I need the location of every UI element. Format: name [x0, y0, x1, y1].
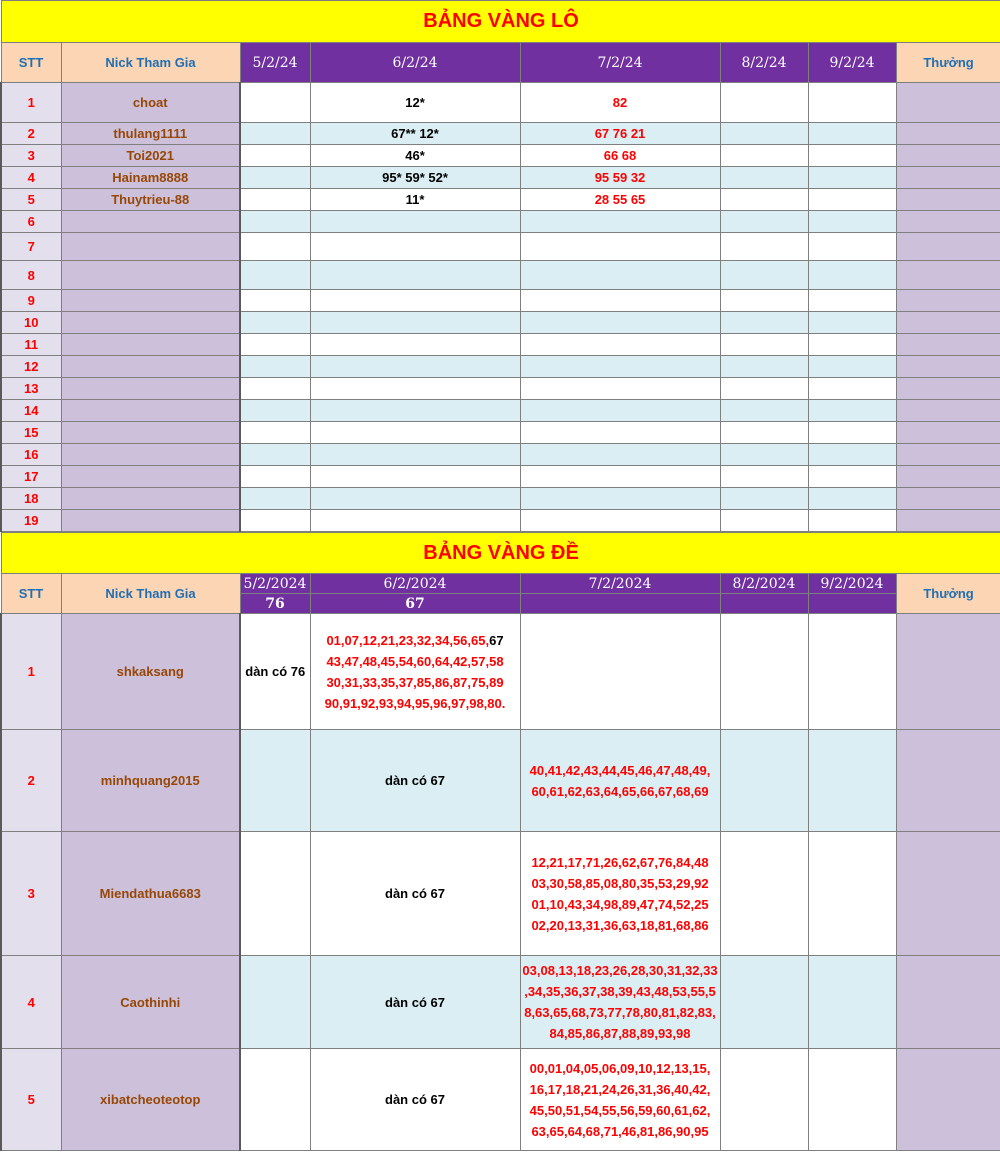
nick-cell: [61, 466, 240, 488]
stt-cell: 6: [1, 211, 61, 233]
day-cell: [720, 233, 808, 261]
day-cell: [240, 356, 310, 378]
day-cell: [720, 356, 808, 378]
de-row: [1, 614, 1000, 730]
lo-row: [1, 378, 1000, 400]
numbers-text: 01,07,12,21,23,32,34,56,65,: [326, 632, 490, 648]
day-cell: [310, 334, 520, 356]
day-cell: [808, 400, 896, 422]
de-header-date: 6/2/2024: [310, 574, 520, 594]
de-row: [1, 956, 1000, 1049]
day-cell: [720, 123, 808, 145]
day-cell: [720, 312, 808, 334]
day-cell: [720, 488, 808, 510]
day-cell: [520, 400, 720, 422]
reward-cell: [896, 261, 1000, 290]
numbers-cell: 03,08,13,18,23,26,28,30,31,32,33 ,34,35,36,37,38,39,43,48,53,55,5 8,63,65,68,73,77,78,80,81,82,83, 84,85,86,87,88,89,93,98: [520, 956, 720, 1049]
lo-header-date: 9/2/24: [808, 43, 896, 83]
day-cell: [310, 312, 520, 334]
stt-cell: 17: [1, 466, 61, 488]
stt-cell: 10: [1, 312, 61, 334]
stt-cell: 5: [1, 1049, 61, 1151]
stt-cell: 2: [1, 730, 61, 832]
stt-cell: 12: [1, 356, 61, 378]
nick-cell: [61, 488, 240, 510]
de-row: [1, 832, 1000, 956]
day-cell: [310, 444, 520, 466]
day-cell: 46*: [310, 145, 520, 167]
nick-cell: [61, 334, 240, 356]
stt-cell: 1: [1, 83, 61, 123]
day-cell: [520, 510, 720, 532]
reward-cell: [896, 956, 1000, 1049]
day-cell: [808, 312, 896, 334]
day-cell: dàn có 67: [310, 832, 520, 956]
day-cell: [808, 488, 896, 510]
nick-cell: [61, 510, 240, 532]
day-cell: [310, 510, 520, 532]
numbers-cell: 12,21,17,71,26,62,67,76,84,48 03,30,58,85,08,80,35,53,29,92 01,10,43,34,98,89,47,74,52,25 02,20,13,31,36,63,18,81,68,86: [520, 832, 720, 956]
de-result: 76: [240, 594, 310, 614]
lo-row: [1, 312, 1000, 334]
day-cell: [310, 466, 520, 488]
numbers-cell: [520, 614, 720, 730]
lo-row: [1, 167, 1000, 189]
day-cell: [240, 510, 310, 532]
day-cell: [310, 422, 520, 444]
de-header-stt: STT: [1, 574, 61, 614]
stt-cell: 19: [1, 510, 61, 532]
day-cell: [808, 422, 896, 444]
de-table: [0, 532, 1000, 1151]
day-cell: [240, 956, 310, 1049]
nick-cell: choat: [61, 83, 240, 123]
reward-cell: [896, 334, 1000, 356]
de-header-date: 7/2/2024: [520, 574, 720, 594]
nick-cell: Thuytrieu-88: [61, 189, 240, 211]
stt-cell: 4: [1, 167, 61, 189]
day-cell: [808, 290, 896, 312]
day-cell: [240, 167, 310, 189]
nick-cell: [61, 290, 240, 312]
reward-cell: [896, 614, 1000, 730]
day-cell: [520, 233, 720, 261]
lo-row: [1, 211, 1000, 233]
day-cell: [240, 466, 310, 488]
reward-cell: [896, 378, 1000, 400]
day-cell: [520, 422, 720, 444]
day-cell: [720, 83, 808, 123]
numbers-text: 67: [489, 632, 504, 648]
day-cell: [808, 123, 896, 145]
day-cell: [240, 211, 310, 233]
day-cell: 67 76 21: [520, 123, 720, 145]
day-cell: [720, 400, 808, 422]
day-cell: 95 59 32: [520, 167, 720, 189]
lo-row: [1, 261, 1000, 290]
lo-row: [1, 466, 1000, 488]
nick-cell: [61, 422, 240, 444]
stt-cell: 18: [1, 488, 61, 510]
reward-cell: [896, 83, 1000, 123]
lo-row: [1, 510, 1000, 532]
day-cell: [720, 334, 808, 356]
day-cell: [240, 261, 310, 290]
de-header-date: 5/2/2024: [240, 574, 310, 594]
reward-cell: [896, 123, 1000, 145]
lo-header-date: 6/2/24: [310, 43, 520, 83]
lo-row: [1, 444, 1000, 466]
day-cell: [720, 422, 808, 444]
day-cell: [808, 832, 896, 956]
lo-title: BẢNG VÀNG LÔ: [1, 1, 1000, 43]
day-cell: 67** 12*: [310, 123, 520, 145]
day-cell: [808, 261, 896, 290]
de-title: BẢNG VÀNG ĐỀ: [1, 533, 1000, 574]
lo-header-stt: STT: [1, 43, 61, 83]
stt-cell: 9: [1, 290, 61, 312]
day-cell: [520, 290, 720, 312]
day-cell: 82: [520, 83, 720, 123]
day-cell: dàn có 76: [240, 614, 310, 730]
day-cell: [240, 334, 310, 356]
stt-cell: 8: [1, 261, 61, 290]
day-cell: [720, 211, 808, 233]
day-cell: [240, 422, 310, 444]
day-cell: 12*: [310, 83, 520, 123]
day-cell: 28 55 65: [520, 189, 720, 211]
nick-cell: [61, 356, 240, 378]
de-header-nick: Nick Tham Gia: [61, 574, 240, 614]
de-header-reward: Thưởng: [896, 574, 1000, 614]
stt-cell: 11: [1, 334, 61, 356]
day-cell: [808, 510, 896, 532]
reward-cell: [896, 290, 1000, 312]
de-header-date: 9/2/2024: [808, 574, 896, 594]
numbers-cell: 40,41,42,43,44,45,46,47,48,49, 60,61,62,63,64,65,66,67,68,69: [520, 730, 720, 832]
day-cell: [808, 334, 896, 356]
day-cell: dàn có 67: [310, 1049, 520, 1151]
reward-cell: [896, 444, 1000, 466]
day-cell: [720, 614, 808, 730]
day-cell: [808, 466, 896, 488]
stt-cell: 3: [1, 832, 61, 956]
day-cell: [808, 444, 896, 466]
lo-row: [1, 488, 1000, 510]
day-cell: [240, 400, 310, 422]
day-cell: [720, 189, 808, 211]
nick-cell: [61, 233, 240, 261]
day-cell: [520, 334, 720, 356]
day-cell: 66 68: [520, 145, 720, 167]
nick-cell: Toi2021: [61, 145, 240, 167]
day-cell: [808, 211, 896, 233]
lo-row: [1, 290, 1000, 312]
lo-header-date: 5/2/24: [240, 43, 310, 83]
de-row: [1, 1049, 1000, 1151]
day-cell: [720, 145, 808, 167]
day-cell: [808, 83, 896, 123]
reward-cell: [896, 211, 1000, 233]
reward-cell: [896, 466, 1000, 488]
day-cell: [808, 145, 896, 167]
day-cell: [240, 83, 310, 123]
nick-cell: [61, 261, 240, 290]
numbers-text: 43,47,48,45,54,60,64,42,57,58 30,31,33,35,37,85,86,87,75,89 90,91,92,93,94,95,96,97,98,80.: [324, 653, 506, 711]
day-cell: [720, 444, 808, 466]
day-cell: [720, 290, 808, 312]
nick-cell: shkaksang: [61, 614, 240, 730]
stt-cell: 2: [1, 123, 61, 145]
day-cell: [720, 730, 808, 832]
nick-cell: [61, 312, 240, 334]
day-cell: [310, 400, 520, 422]
day-cell: [720, 167, 808, 189]
day-cell: [240, 1049, 310, 1151]
lo-header-date: 8/2/24: [720, 43, 808, 83]
numbers-cell: [310, 614, 520, 730]
day-cell: [808, 956, 896, 1049]
nick-cell: [61, 444, 240, 466]
day-cell: [520, 356, 720, 378]
day-cell: [240, 145, 310, 167]
day-cell: [310, 233, 520, 261]
day-cell: [520, 261, 720, 290]
nick-cell: Caothinhi: [61, 956, 240, 1049]
lo-table: [0, 0, 1000, 532]
de-header-date: 8/2/2024: [720, 574, 808, 594]
reward-cell: [896, 510, 1000, 532]
lo-header-reward: Thưởng: [896, 43, 1000, 83]
lo-row: [1, 123, 1000, 145]
reward-cell: [896, 312, 1000, 334]
day-cell: [720, 832, 808, 956]
de-result: 67: [310, 594, 520, 614]
day-cell: [240, 378, 310, 400]
lo-row: [1, 400, 1000, 422]
day-cell: [310, 261, 520, 290]
day-cell: [720, 510, 808, 532]
lo-row: [1, 83, 1000, 123]
stt-cell: 16: [1, 444, 61, 466]
de-row: [1, 730, 1000, 832]
day-cell: [808, 1049, 896, 1151]
day-cell: dàn có 67: [310, 956, 520, 1049]
day-cell: [808, 614, 896, 730]
nick-cell: minhquang2015: [61, 730, 240, 832]
nick-cell: xibatcheoteotop: [61, 1049, 240, 1151]
reward-cell: [896, 233, 1000, 261]
day-cell: [240, 832, 310, 956]
day-cell: [310, 378, 520, 400]
reward-cell: [896, 832, 1000, 956]
day-cell: [310, 488, 520, 510]
reward-cell: [896, 356, 1000, 378]
stt-cell: 4: [1, 956, 61, 1049]
lo-row: [1, 189, 1000, 211]
day-cell: [808, 189, 896, 211]
reward-cell: [896, 422, 1000, 444]
de-result: [520, 594, 720, 614]
stt-cell: 3: [1, 145, 61, 167]
day-cell: [520, 378, 720, 400]
reward-cell: [896, 189, 1000, 211]
day-cell: dàn có 67: [310, 730, 520, 832]
day-cell: [520, 211, 720, 233]
day-cell: [720, 378, 808, 400]
day-cell: [240, 233, 310, 261]
day-cell: [520, 488, 720, 510]
nick-cell: [61, 378, 240, 400]
reward-cell: [896, 730, 1000, 832]
reward-cell: [896, 145, 1000, 167]
day-cell: [520, 312, 720, 334]
numbers-cell: 00,01,04,05,06,09,10,12,13,15, 16,17,18,21,24,26,31,36,40,42, 45,50,51,54,55,56,59,60,61,62, 63,65,64,68,71,46,81,86,90,95: [520, 1049, 720, 1151]
lo-row: [1, 233, 1000, 261]
day-cell: 11*: [310, 189, 520, 211]
day-cell: [240, 730, 310, 832]
reward-cell: [896, 400, 1000, 422]
lo-row: [1, 422, 1000, 444]
lo-header-date: 7/2/24: [520, 43, 720, 83]
day-cell: [808, 730, 896, 832]
day-cell: [240, 312, 310, 334]
de-result: [808, 594, 896, 614]
stt-cell: 7: [1, 233, 61, 261]
day-cell: [720, 466, 808, 488]
nick-cell: thulang1111: [61, 123, 240, 145]
nick-cell: [61, 211, 240, 233]
day-cell: [520, 466, 720, 488]
day-cell: [808, 356, 896, 378]
stt-cell: 5: [1, 189, 61, 211]
day-cell: [310, 211, 520, 233]
stt-cell: 15: [1, 422, 61, 444]
reward-cell: [896, 488, 1000, 510]
day-cell: [520, 444, 720, 466]
day-cell: [240, 123, 310, 145]
day-cell: [310, 356, 520, 378]
reward-cell: [896, 1049, 1000, 1151]
lo-row: [1, 356, 1000, 378]
stt-cell: 13: [1, 378, 61, 400]
nick-cell: [61, 400, 240, 422]
stt-cell: 1: [1, 614, 61, 730]
day-cell: [240, 488, 310, 510]
lo-header-nick: Nick Tham Gia: [61, 43, 240, 83]
day-cell: [310, 290, 520, 312]
stt-cell: 14: [1, 400, 61, 422]
day-cell: [808, 378, 896, 400]
day-cell: [720, 1049, 808, 1151]
day-cell: [808, 233, 896, 261]
lo-row: [1, 145, 1000, 167]
lo-row: [1, 334, 1000, 356]
nick-cell: Hainam8888: [61, 167, 240, 189]
day-cell: 95* 59* 52*: [310, 167, 520, 189]
day-cell: [240, 290, 310, 312]
day-cell: [808, 167, 896, 189]
de-result: [720, 594, 808, 614]
day-cell: [240, 444, 310, 466]
day-cell: [720, 261, 808, 290]
day-cell: [720, 956, 808, 1049]
reward-cell: [896, 167, 1000, 189]
nick-cell: Miendathua6683: [61, 832, 240, 956]
day-cell: [240, 189, 310, 211]
